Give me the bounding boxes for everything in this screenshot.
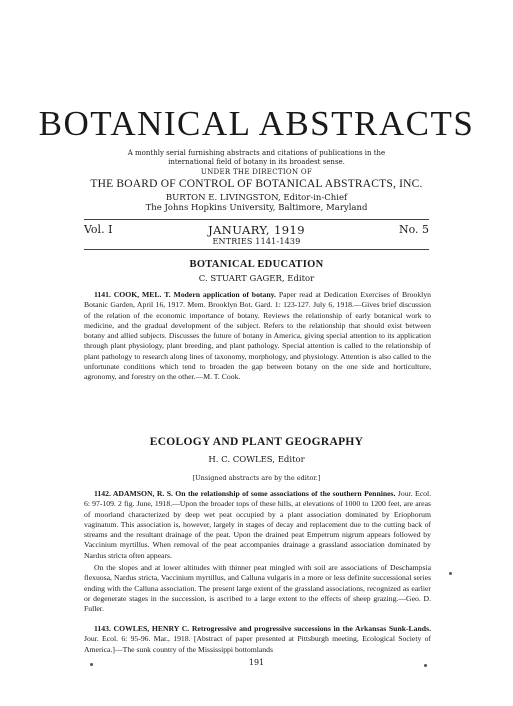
board-of-control: THE BOARD OF CONTROL OF BOTANICAL ABSTRACTS, INC. — [90, 178, 423, 190]
abstract-heading: 1143. COWLES, HENRY C. Retrogressive and progressive successions in the Arkansas Sunk-Lands. — [94, 624, 431, 633]
direction-label: UNDER THE DIRECTION OF — [200, 168, 313, 176]
abstract-1142 — [84, 489, 431, 563]
top-rule — [84, 219, 429, 220]
abstract-body: Jour. Ecol. 6: 95-96. Mar., 1918. [Abstract of paper presented at Pittsburgh meeting, Ecological Society of America.]—The sunk country of the Mississippi bottomlands — [84, 634, 431, 654]
abstract-body: On the slopes and at lower altitudes with thinner peat mingled with soil are associations of Deschampsia flexuosa, Nardus stricta, Vaccinium myrtillus, and Calluna vulgaris in a more or less definite successional series ending with the Calluna association. The present large extent of the grassland associations, recognized as earlier or degenerate stages in the succession, is ascribed to a large extent to the effects of sheep grazing.—Geo. D. Fuller. — [84, 563, 431, 614]
bottom-rule — [84, 249, 429, 250]
issue-number: No. 5 — [398, 223, 429, 236]
print-smudge — [90, 663, 93, 666]
abstract-heading: 1141. COOK, MEL. T. Modern application of botany. — [94, 290, 276, 299]
page-number: 191 — [248, 658, 265, 667]
abstract-1141 — [84, 290, 431, 416]
section-editor: H. C. COWLES, Editor — [208, 455, 305, 465]
abstract-1143 — [84, 624, 431, 656]
section-title-ecology: ECOLOGY AND PLANT GEOGRAPHY — [149, 436, 364, 448]
print-smudge — [424, 664, 427, 667]
entries-range: ENTRIES 1141-1439 — [212, 237, 301, 246]
abstract-heading: 1142. ADAMSON, R. S. On the relationship of some associations of the southern Pennines. — [94, 489, 396, 498]
section-editor: C. STUART GAGER, Editor — [198, 274, 315, 284]
editor-in-chief: BURTON E. LIVINGSTON, Editor-in-Chief — [165, 193, 348, 203]
unsigned-note: [Unsigned abstracts are by the editor.] — [192, 474, 321, 482]
journal-title: BOTANICAL ABSTRACTS — [38, 104, 475, 143]
abstract-body: Jour. Ecol. 6: 97-109. 2 fig. June, 1918.—Upon the broader tops of these hills, at elevations of 1000 to 1200 feet, are areas of moorland characterized by deep wet peat occupied by a plant association dominated by Eriophorum vaginatum. This association is, however, largely in stages of decay and replacement due to the cutting back of streams and the resultant drainage of the peat. Upon the drained peat Empetrum nigrum appears followed by Vaccinium myrtillus. When removal of the peat accompanies drainage a grassland association dominated by Nardus stricta often appears. — [84, 489, 432, 560]
journal-subtitle: A monthly serial furnishing abstracts and citations of publications in the international field of botany in its broadest sense. — [127, 149, 386, 166]
abstract-1142-continued — [84, 563, 431, 615]
print-smudge — [449, 572, 452, 575]
university-line: The Johns Hopkins University, Baltimore, Maryland — [145, 203, 368, 213]
issue-date: JANUARY, 1919 — [208, 223, 305, 237]
section-title-botanical-education: BOTANICAL EDUCATION — [189, 259, 324, 270]
issue-row — [84, 223, 429, 237]
abstract-body: Paper read at Dedication Exercises of Brooklyn Botanic Garden, April 16, 1917. Mem. Brooklyn Bot. Gard. 1: 123-127. July 6, 1918.—Gives brief discussion of the relation of the economic importance of botany. Reviews the relationship of early botanical work to medicine, and the gradual development of the subject. Refers to the relationship that should exist between botany and allied subjects. Discusses the future of botany in America, giving special attention to its application through plant physiology, plant breeding, and plant pathology. Special attention is called to the relationship of plant pathology to research along lines of taxonomy, morphology, and physiology. Attention is also called to the unfortunate conditions which tend to broaden the gap between botany on the one side and horticulture, agronomy, and forestry on the other.—M. T. Cook. — [84, 290, 432, 382]
volume-label: Vol. I — [84, 223, 113, 236]
